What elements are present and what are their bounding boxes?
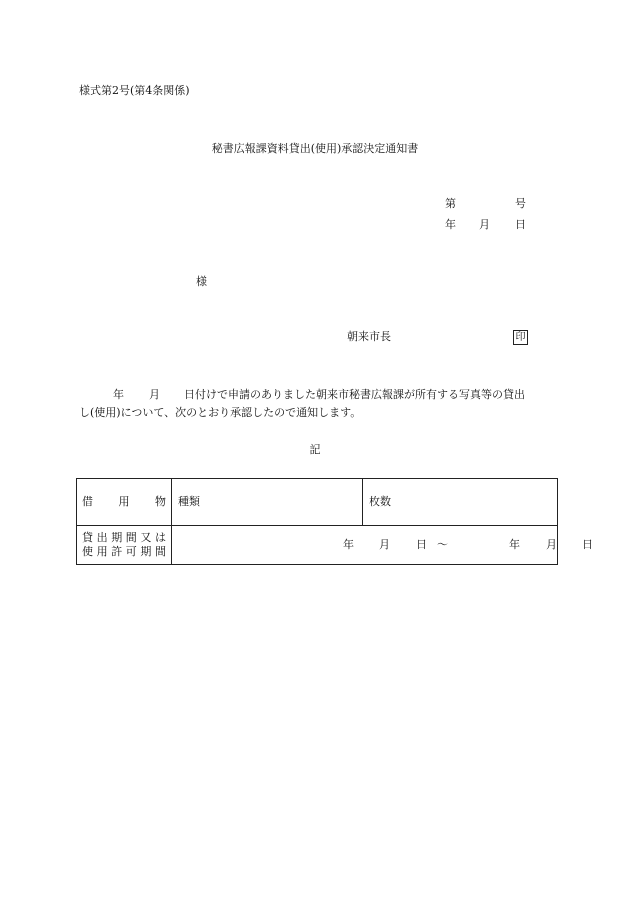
number-suffix: 号	[515, 197, 526, 210]
body-year: 年	[113, 388, 124, 401]
date-month: 月	[479, 218, 490, 231]
period-start-year: 年	[343, 538, 354, 551]
items-table	[76, 478, 593, 565]
addressee-suffix: 様	[196, 275, 207, 288]
kind-label: 種類	[178, 495, 200, 508]
table-row	[77, 526, 558, 565]
period-value-cell	[172, 526, 593, 565]
period-label-line2: 使用許可期間	[82, 545, 166, 558]
table-row	[77, 479, 558, 526]
period-end-month: 月	[546, 538, 557, 551]
kind-cell	[172, 479, 363, 526]
date-year: 年	[445, 218, 456, 231]
body-line2-text: し(使用)について、次のとおり承認したので通知します。	[79, 406, 362, 419]
borrowed-item-label: 借 用 物	[77, 479, 172, 526]
period-label-line1: 貸出期間又は	[82, 531, 166, 544]
period-label	[77, 526, 172, 565]
period-tilde: 〜	[437, 538, 448, 551]
issuer-name: 朝来市長	[347, 330, 391, 343]
period-end-day: 日	[582, 538, 593, 551]
form-id: 様式第2号(第4条関係)	[79, 84, 190, 97]
count-cell	[363, 479, 558, 526]
seal-mark: 印	[513, 330, 528, 345]
document-title: 秘書広報課資料貸出(使用)承認決定通知書	[211, 142, 419, 155]
count-label: 枚数	[369, 495, 391, 508]
date-day: 日	[515, 218, 526, 231]
body-month: 月	[149, 388, 160, 401]
body-line1-text: 日付けで申請のありました朝来市秘書広報課が所有する写真等の貸出	[184, 388, 525, 401]
period-start-day: 日	[416, 538, 427, 551]
number-label: 第	[445, 197, 456, 210]
period-end-year: 年	[509, 538, 520, 551]
period-start-month: 月	[379, 538, 390, 551]
ki-heading: 記	[309, 443, 321, 456]
